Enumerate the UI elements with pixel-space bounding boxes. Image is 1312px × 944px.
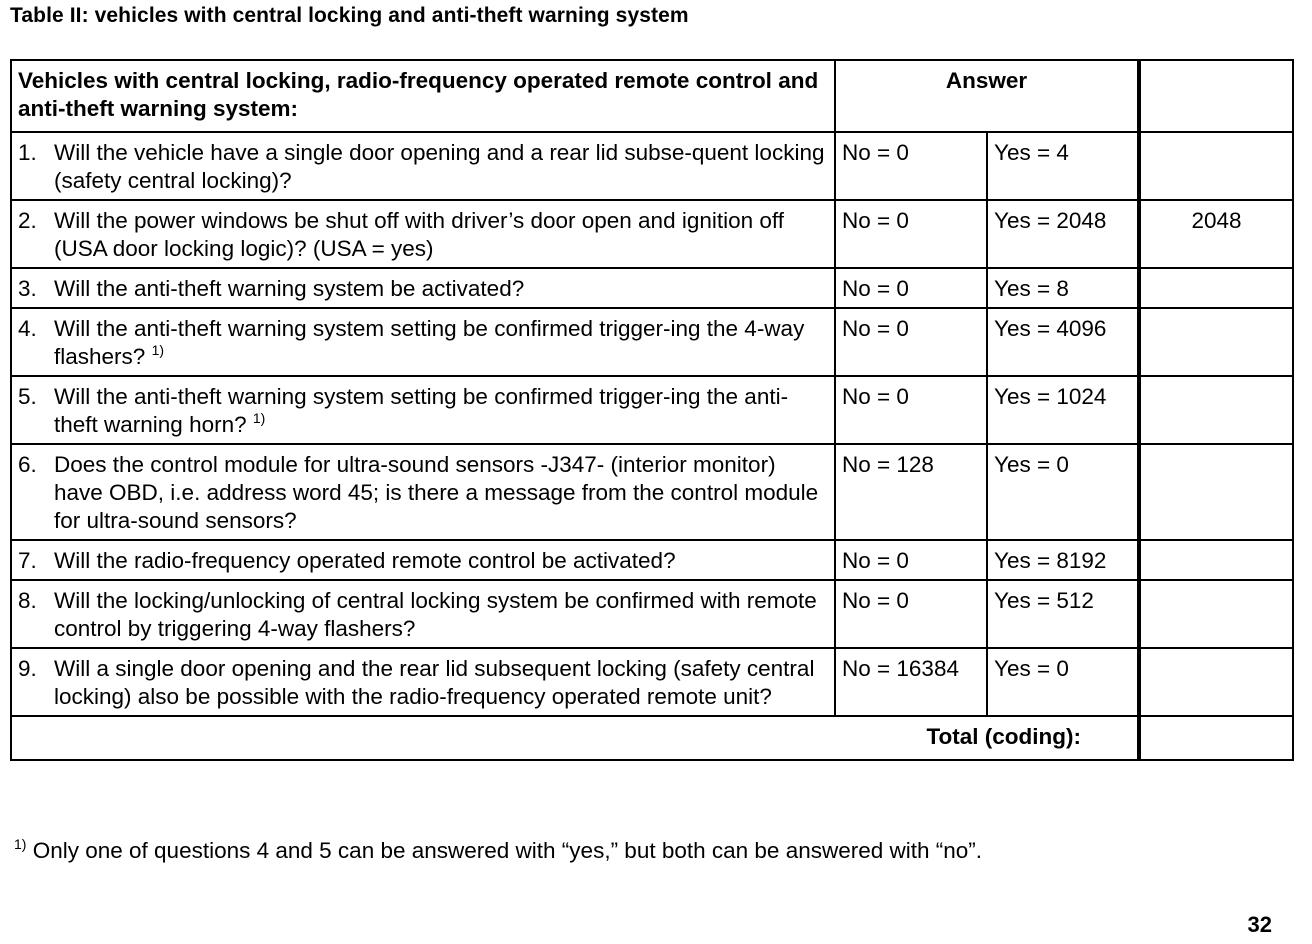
table-title: Table II: vehicles with central locking and anti-theft warning system: [10, 4, 689, 27]
question-text: Will the anti-theft warning system be activated?: [54, 276, 525, 301]
question-text: Will the power windows be shut off with driver’s door open and ignition off (USA door locking logic)? (USA = yes): [54, 208, 784, 261]
answer-yes-cell: Yes = 1024: [987, 376, 1139, 444]
question-text: Will a single door opening and the rear lid subsequent locking (safety central locking) also be possible with the radio-frequency operated remote unit?: [54, 656, 815, 709]
footnote: [14, 838, 982, 864]
table-row: [11, 200, 1293, 268]
question-cell: [11, 444, 835, 540]
table-row: [11, 444, 1293, 540]
question-cell: [11, 648, 835, 716]
coding-value-cell: [1139, 444, 1293, 540]
total-row: [11, 716, 1293, 760]
question-number: 6.: [18, 452, 37, 477]
question-number: 2.: [18, 208, 37, 233]
value-column-heading: [1139, 60, 1293, 132]
answer-yes-cell: Yes = 512: [987, 580, 1139, 648]
question-cell: [11, 376, 835, 444]
answer-yes-cell: Yes = 4: [987, 132, 1139, 200]
question-cell: [11, 268, 835, 308]
question-text: Will the anti-theft warning system setting be confirmed trigger-ing the 4-way flashers? $^{1)}$: [54, 316, 805, 369]
table-row: [11, 308, 1293, 376]
footnote-reference: 1): [151, 342, 165, 358]
question-cell: [11, 200, 835, 268]
coding-value-cell: [1139, 132, 1293, 200]
page-number: 32: [1247, 912, 1272, 937]
question-text: Will the anti-theft warning system setting be confirmed trigger-ing the anti-theft warning horn? $^{1)}$: [54, 384, 789, 437]
answer-no-cell: No = 128: [835, 444, 987, 540]
answer-yes-cell: Yes = 8: [987, 268, 1139, 308]
answer-no-cell: No = 0: [835, 200, 987, 268]
answer-no-cell: No = 0: [835, 540, 987, 580]
question-text: Does the control module for ultra-sound sensors -J347- (interior monitor) have OBD, i.e. address word 45; is there a message from the control module for ultra-sound sensors?: [54, 452, 819, 533]
question-number: 8.: [18, 588, 37, 613]
question-cell: [11, 132, 835, 200]
question-number: 7.: [18, 548, 37, 573]
answer-yes-cell: Yes = 8192: [987, 540, 1139, 580]
footnote-text: Only one of questions 4 and 5 can be answered with “yes,” but both can be answered with “no”.: [32, 838, 983, 863]
question-number: 5.: [18, 384, 37, 409]
answer-no-cell: No = 0: [835, 580, 987, 648]
coding-value-cell: [1139, 648, 1293, 716]
question-text: Will the vehicle have a single door opening and a rear lid subse-quent locking (safety central locking)?: [54, 140, 825, 193]
question-text: Will the radio-frequency operated remote control be activated?: [54, 548, 676, 573]
coding-value-cell: 2048: [1139, 200, 1293, 268]
table-row: [11, 580, 1293, 648]
table-row: [11, 268, 1293, 308]
answer-no-cell: No = 0: [835, 132, 987, 200]
coding-value-cell: [1139, 580, 1293, 648]
total-coding-value: [1139, 716, 1293, 760]
answer-column-heading: Answer: [835, 60, 1139, 132]
question-number: 4.: [18, 316, 37, 341]
answer-no-cell: No = 16384: [835, 648, 987, 716]
coding-value-cell: [1139, 540, 1293, 580]
footnote-reference: 1): [252, 410, 266, 426]
answer-yes-cell: Yes = 2048: [987, 200, 1139, 268]
total-coding-label: Total (coding):: [11, 716, 1139, 760]
question-number: 1.: [18, 140, 37, 165]
table-header-row: [11, 60, 1293, 132]
coding-value-cell: [1139, 268, 1293, 308]
footnote-marker: 1): [14, 836, 27, 852]
coding-value-cell: [1139, 308, 1293, 376]
table-row: [11, 132, 1293, 200]
table-row: [11, 540, 1293, 580]
table-row: [11, 376, 1293, 444]
question-number: 9.: [18, 656, 37, 681]
question-column-heading: Vehicles with central locking, radio-frequency operated remote control and anti-theft warning system:: [11, 60, 835, 132]
question-number: 3.: [18, 276, 37, 301]
answer-no-cell: No = 0: [835, 376, 987, 444]
question-cell: [11, 580, 835, 648]
answer-yes-cell: Yes = 0: [987, 444, 1139, 540]
answer-no-cell: No = 0: [835, 268, 987, 308]
answer-yes-cell: Yes = 0: [987, 648, 1139, 716]
table-row: [11, 648, 1293, 716]
question-cell: [11, 540, 835, 580]
answer-no-cell: No = 0: [835, 308, 987, 376]
question-cell: [11, 308, 835, 376]
question-text: Will the locking/unlocking of central locking system be confirmed with remote control by triggering 4-way flashers?: [54, 588, 817, 641]
coding-value-cell: [1139, 376, 1293, 444]
coding-table: [10, 59, 1294, 761]
answer-yes-cell: Yes = 4096: [987, 308, 1139, 376]
